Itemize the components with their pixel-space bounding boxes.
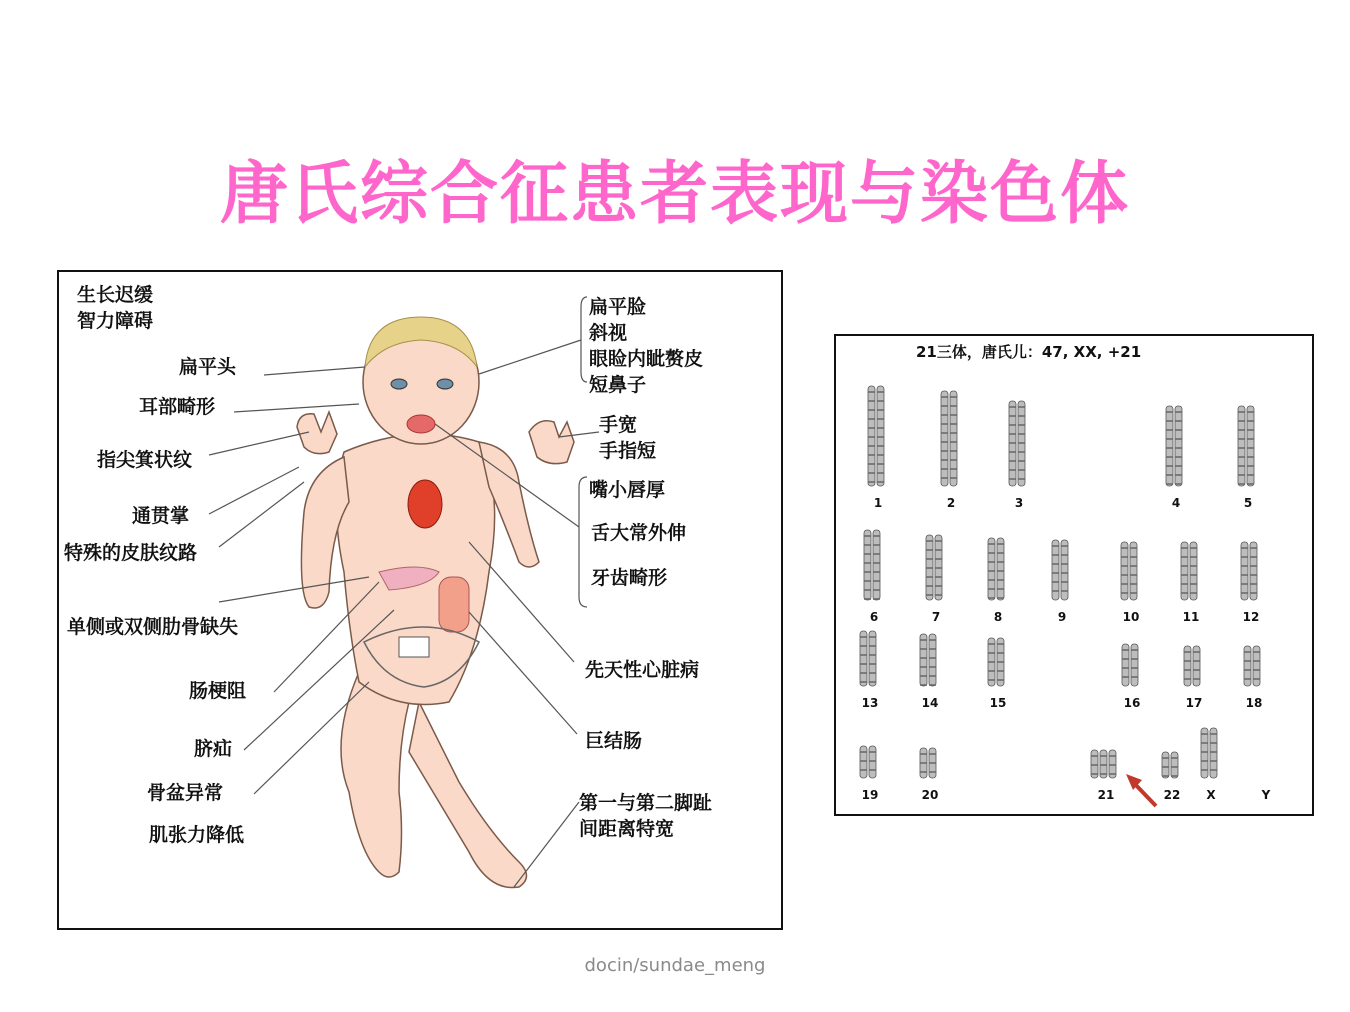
chromosome-19 (860, 746, 867, 778)
chromosome-number-11: 11 (1182, 610, 1200, 624)
chromosome-number-10: 10 (1122, 610, 1140, 624)
trisomy-arrow (1126, 774, 1156, 806)
chromosome-number-4: 4 (1171, 496, 1181, 510)
chromosome-number-X: X (1206, 788, 1216, 802)
label-ear-deformity: 耳部畸形 (139, 396, 216, 418)
chromosome-5 (1247, 406, 1254, 486)
label-megacolon: 巨结肠 (585, 730, 643, 752)
chromosome-number-6: 6 (869, 610, 879, 624)
karyotype-title: 21三体，唐氏儿：47, XX, +21 (916, 343, 1142, 361)
chromosome-5 (1238, 406, 1245, 486)
karyotype-chromosomes (836, 336, 1312, 814)
chromosome-number-21: 21 (1097, 788, 1115, 802)
chromosome-8 (997, 538, 1004, 600)
label-simian-crease: 通贯掌 (132, 505, 190, 527)
label-dental-anomaly: 牙齿畸形 (591, 567, 668, 589)
chromosome-number-1: 1 (873, 496, 883, 510)
chromosome-10 (1121, 542, 1128, 600)
label-congenital-heart-disease: 先天性心脏病 (585, 659, 700, 681)
chromosome-number-Y: Y (1261, 788, 1271, 802)
chromosome-number-3: 3 (1014, 496, 1024, 510)
chromosome-22 (1171, 752, 1178, 778)
label-pelvic-abnormality: 骨盆异常 (147, 782, 224, 804)
label-missing-ribs: 单侧或双侧肋骨缺失 (67, 616, 239, 638)
label-skin-patterns: 特殊的皮肤纹路 (64, 542, 198, 564)
chromosome-number-13: 13 (861, 696, 879, 710)
chromosome-14 (920, 634, 927, 686)
chromosome-number-2: 2 (946, 496, 956, 510)
chromosome-number-12: 12 (1242, 610, 1260, 624)
chromosome-number-15: 15 (989, 696, 1007, 710)
chromosome-13 (860, 631, 867, 686)
chromosome-11 (1181, 542, 1188, 600)
chromosome-22 (1162, 752, 1169, 778)
label-protruding-tongue: 舌大常外伸 (591, 522, 687, 544)
label-growth-retardation: 生长迟缓 智力障碍 (77, 284, 154, 332)
watermark-footer: docin/sundae_meng (584, 955, 766, 976)
label-toe-gap: 第一与第二脚趾 间距离特宽 (579, 792, 713, 840)
chromosome-number-5: 5 (1243, 496, 1253, 510)
chromosome-number-20: 20 (921, 788, 939, 802)
label-facial-features: 扁平脸 斜视 眼睑内眦赘皮 短鼻子 (589, 296, 704, 396)
label-intestinal-obstruction: 肠梗阻 (189, 680, 247, 702)
chromosome-12 (1250, 542, 1257, 600)
label-broad-hands: 手宽 手指短 (599, 414, 657, 462)
chromosome-number-19: 19 (861, 788, 879, 802)
chromosome-number-14: 14 (921, 696, 939, 710)
chromosome-number-16: 16 (1123, 696, 1141, 710)
chromosome-8 (988, 538, 995, 600)
label-umbilical-hernia: 脐疝 (194, 738, 233, 760)
chromosome-13 (869, 631, 876, 686)
chromosome-number-17: 17 (1185, 696, 1203, 710)
chromosome-number-22: 22 (1163, 788, 1181, 802)
karyotype-panel (834, 334, 1314, 816)
label-hypotonia: 肌张力降低 (149, 824, 245, 846)
chromosome-number-7: 7 (931, 610, 941, 624)
chromosome-14 (929, 634, 936, 686)
label-small-mouth: 嘴小唇厚 (589, 479, 666, 501)
label-flat-head: 扁平头 (179, 356, 237, 378)
chromosome-number-18: 18 (1245, 696, 1263, 710)
chromosome-number-9: 9 (1057, 610, 1067, 624)
chromosome-10 (1130, 542, 1137, 600)
label-fingertip-loops: 指尖箕状纹 (97, 449, 193, 471)
slide-title: 唐氏综合征患者表现与染色体 (219, 155, 1130, 234)
chromosome-12 (1241, 542, 1248, 600)
chromosome-19 (869, 746, 876, 778)
chromosome-11 (1190, 542, 1197, 600)
chromosome-number-8: 8 (993, 610, 1003, 624)
symptom-diagram-panel (57, 270, 783, 930)
chromosome-4 (1166, 406, 1173, 486)
chromosome-4 (1175, 406, 1182, 486)
